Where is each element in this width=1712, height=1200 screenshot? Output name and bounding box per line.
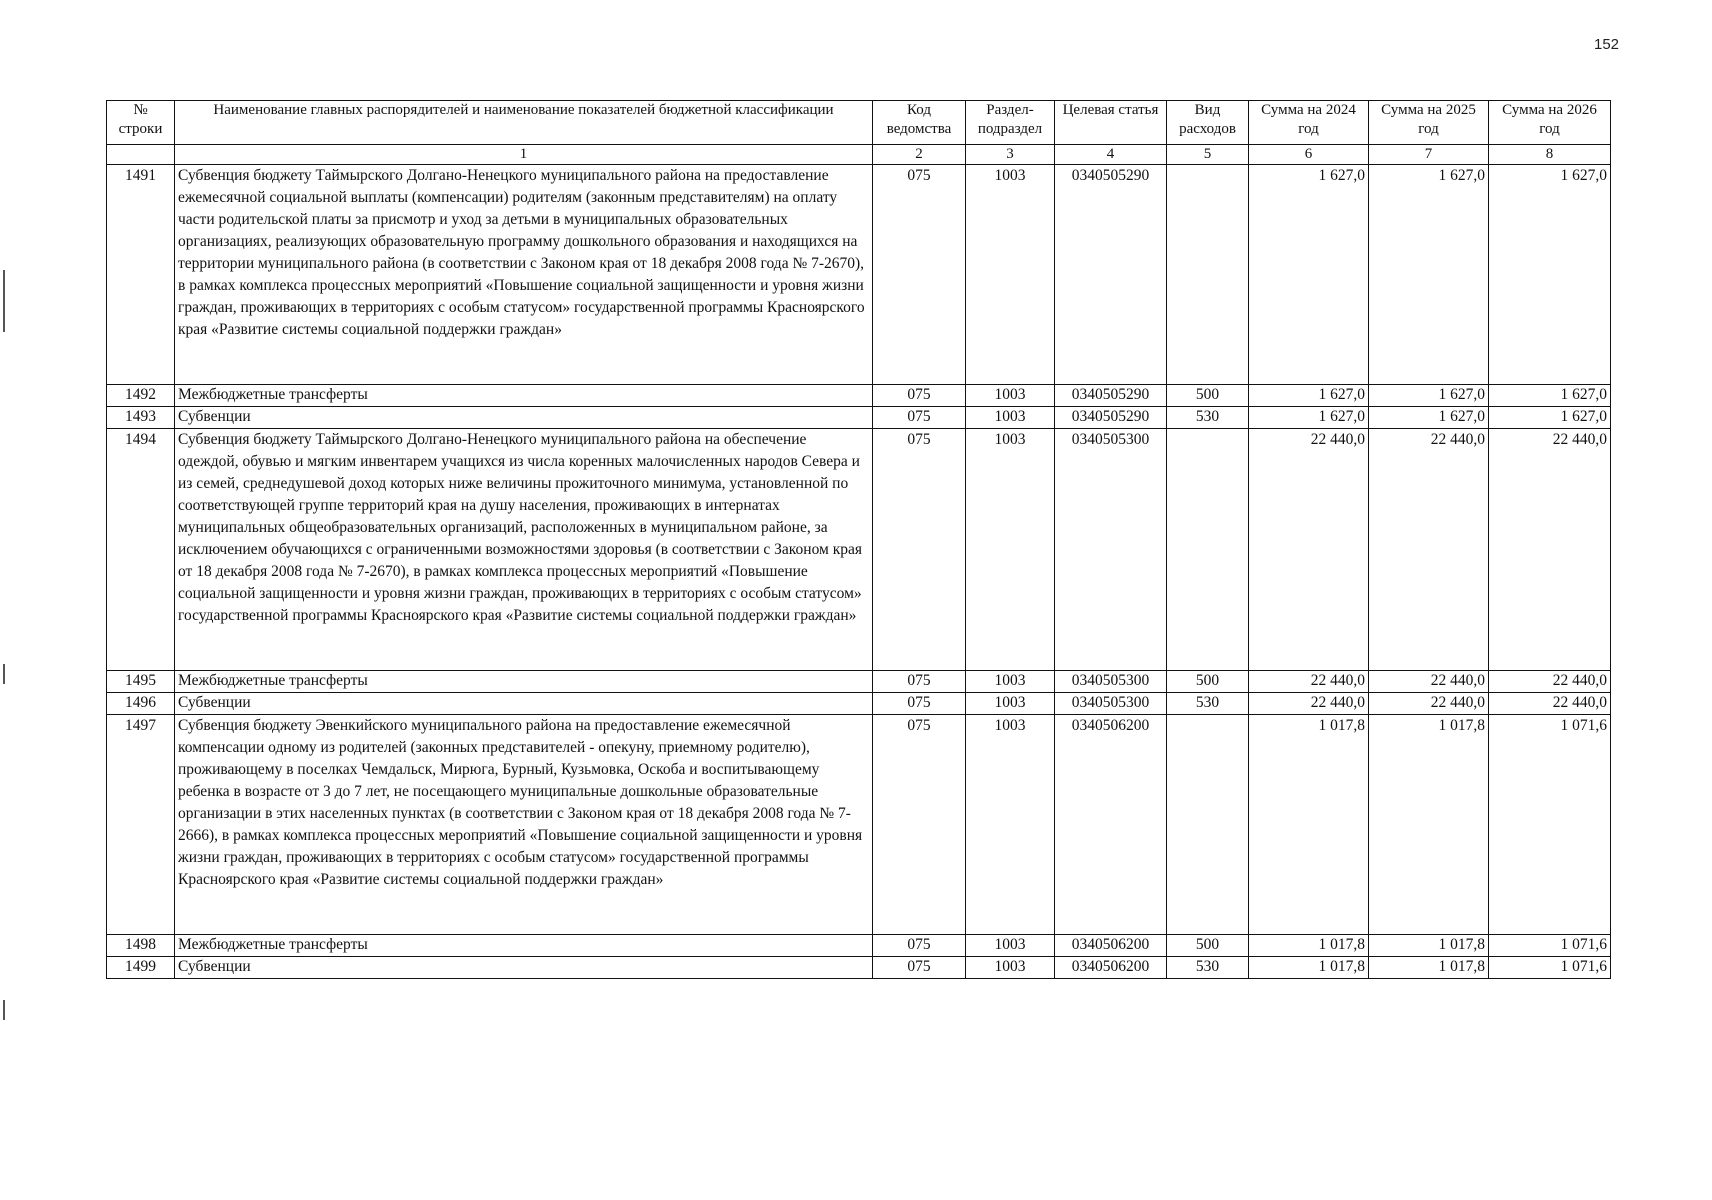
row-section: 1003 (966, 407, 1055, 429)
header-section: Раздел-подраздел (966, 101, 1055, 145)
budget-table (106, 100, 1611, 979)
row-sum-2026: 1 627,0 (1489, 407, 1611, 429)
row-number: 1495 (107, 671, 175, 693)
column-number: 8 (1489, 145, 1611, 165)
row-name: Субвенции (175, 693, 873, 715)
row-dept-code: 075 (873, 407, 966, 429)
row-number: 1499 (107, 957, 175, 979)
table-row (107, 429, 1611, 671)
row-section: 1003 (966, 671, 1055, 693)
row-sum-2024: 1 017,8 (1249, 957, 1369, 979)
table-row (107, 407, 1611, 429)
row-section: 1003 (966, 165, 1055, 385)
row-section: 1003 (966, 715, 1055, 935)
row-sum-2026: 1 627,0 (1489, 385, 1611, 407)
row-dept-code: 075 (873, 957, 966, 979)
column-number: 2 (873, 145, 966, 165)
header-name: Наименование главных распорядителей и наименование показателей бюджетной классификации (175, 101, 873, 145)
header-sum-2025: Сумма на 2025 год (1369, 101, 1489, 145)
row-sum-2025: 1 017,8 (1369, 957, 1489, 979)
column-number: 6 (1249, 145, 1369, 165)
scan-margin-mark (3, 664, 5, 684)
row-number: 1496 (107, 693, 175, 715)
table-row (107, 385, 1611, 407)
row-sum-2025: 1 017,8 (1369, 935, 1489, 957)
header-dept-code: Код ведомства (873, 101, 966, 145)
column-number: 7 (1369, 145, 1489, 165)
table-row (107, 671, 1611, 693)
column-number-row (107, 145, 1611, 165)
row-sum-2025: 22 440,0 (1369, 429, 1489, 671)
column-number: 3 (966, 145, 1055, 165)
row-section: 1003 (966, 957, 1055, 979)
row-expense-type: 530 (1167, 957, 1249, 979)
row-target-article: 0340505290 (1055, 385, 1167, 407)
row-number: 1491 (107, 165, 175, 385)
column-number: 1 (175, 145, 873, 165)
page-number: 152 (1594, 36, 1620, 53)
row-sum-2024: 1 627,0 (1249, 165, 1369, 385)
row-sum-2026: 1 071,6 (1489, 715, 1611, 935)
header-sum-2026: Сумма на 2026 год (1489, 101, 1611, 145)
row-expense-type (1167, 715, 1249, 935)
row-sum-2026: 1 071,6 (1489, 935, 1611, 957)
header-expense-type: Вид расходов (1167, 101, 1249, 145)
row-sum-2024: 1 017,8 (1249, 715, 1369, 935)
row-sum-2025: 1 017,8 (1369, 715, 1489, 935)
row-name: Межбюджетные трансферты (175, 935, 873, 957)
row-dept-code: 075 (873, 165, 966, 385)
header-row-number: № строки (107, 101, 175, 145)
row-dept-code: 075 (873, 935, 966, 957)
row-sum-2026: 22 440,0 (1489, 693, 1611, 715)
row-number: 1494 (107, 429, 175, 671)
row-sum-2026: 22 440,0 (1489, 671, 1611, 693)
table-row (107, 715, 1611, 935)
row-sum-2024: 22 440,0 (1249, 671, 1369, 693)
row-sum-2026: 1 627,0 (1489, 165, 1611, 385)
row-target-article: 0340506200 (1055, 935, 1167, 957)
row-target-article: 0340506200 (1055, 715, 1167, 935)
row-expense-type: 500 (1167, 671, 1249, 693)
row-sum-2025: 22 440,0 (1369, 693, 1489, 715)
row-target-article: 0340505290 (1055, 165, 1167, 385)
row-section: 1003 (966, 429, 1055, 671)
row-target-article: 0340505290 (1055, 407, 1167, 429)
row-sum-2026: 1 071,6 (1489, 957, 1611, 979)
row-expense-type: 500 (1167, 385, 1249, 407)
row-name: Субвенции (175, 957, 873, 979)
row-number: 1498 (107, 935, 175, 957)
row-sum-2026: 22 440,0 (1489, 429, 1611, 671)
column-number (107, 145, 175, 165)
row-number: 1493 (107, 407, 175, 429)
row-sum-2024: 1 627,0 (1249, 385, 1369, 407)
header-sum-2024: Сумма на 2024 год (1249, 101, 1369, 145)
row-target-article: 0340506200 (1055, 957, 1167, 979)
row-dept-code: 075 (873, 671, 966, 693)
column-number: 4 (1055, 145, 1167, 165)
row-number: 1492 (107, 385, 175, 407)
row-target-article: 0340505300 (1055, 671, 1167, 693)
scan-margin-mark (3, 1000, 5, 1020)
row-expense-type: 530 (1167, 693, 1249, 715)
table-row (107, 935, 1611, 957)
row-expense-type (1167, 165, 1249, 385)
row-expense-type: 530 (1167, 407, 1249, 429)
row-sum-2025: 1 627,0 (1369, 407, 1489, 429)
row-dept-code: 075 (873, 693, 966, 715)
row-sum-2024: 1 627,0 (1249, 407, 1369, 429)
table-row (107, 693, 1611, 715)
row-section: 1003 (966, 693, 1055, 715)
row-section: 1003 (966, 935, 1055, 957)
row-sum-2024: 22 440,0 (1249, 429, 1369, 671)
row-name: Субвенция бюджету Таймырского Долгано-Ненецкого муниципального района на обеспечение одеждой, обувью и мягким инвентарем учащихся из числа коренных малочисленных народов Севера и из семей, среднедушевой доход которых ниже величины прожиточного минимума, установленной по соответствующей группе территорий края на душу населения, проживающих в интернатах муниципальных общеобразовательных организаций, расположенных в муниципальном районе, за исключением обучающихся с ограниченными возможностями здоровья (в соответствии с Законом края от 18 декабря 2008 года № 7-2670), в рамках комплекса процессных мероприятий «Повышение социальной защищенности и уровня жизни граждан, проживающих в территориях с особым статусом» государственной программы Красноярского края «Развитие системы социальной поддержки граждан» (175, 429, 873, 671)
column-number: 5 (1167, 145, 1249, 165)
row-target-article: 0340505300 (1055, 429, 1167, 671)
row-expense-type: 500 (1167, 935, 1249, 957)
table-header-row (107, 101, 1611, 145)
row-name: Субвенция бюджету Эвенкийского муниципального района на предоставление ежемесячной компенсации одному из родителей (законных представителей - опекуну, приемному родителю), проживающему в поселках Чемдальск, Мирюга, Бурный, Кузьмовка, Оскоба и воспитывающему ребенка в возрасте от 3 до 7 лет, не посещающего муниципальные дошкольные образовательные организации в этих населенных пунктах (в соответствии с Законом края от 18 декабря 2008 года № 7-2666), в рамках комплекса процессных мероприятий «Повышение социальной защищенности и уровня жизни граждан, проживающих в территориях с особым статусом» государственной программы Красноярского края «Развитие системы социальной поддержки граждан» (175, 715, 873, 935)
row-sum-2024: 22 440,0 (1249, 693, 1369, 715)
table-row (107, 957, 1611, 979)
row-section: 1003 (966, 385, 1055, 407)
row-dept-code: 075 (873, 429, 966, 671)
row-dept-code: 075 (873, 715, 966, 935)
row-name: Межбюджетные трансферты (175, 385, 873, 407)
row-sum-2024: 1 017,8 (1249, 935, 1369, 957)
row-number: 1497 (107, 715, 175, 935)
row-sum-2025: 22 440,0 (1369, 671, 1489, 693)
header-target-article: Целевая статья (1055, 101, 1167, 145)
row-sum-2025: 1 627,0 (1369, 385, 1489, 407)
row-expense-type (1167, 429, 1249, 671)
row-name: Субвенция бюджету Таймырского Долгано-Ненецкого муниципального района на предоставление ежемесячной социальной выплаты (компенсации) родителям (законным представителям) на оплату части родительской платы за присмотр и уход за детьми в муниципальных образовательных организациях, реализующих образовательную программу дошкольного образования и находящихся на территории муниципального района (в соответствии с Законом края от 18 декабря 2008 года № 7-2670), в рамках комплекса процессных мероприятий «Повышение социальной защищенности и уровня жизни граждан, проживающих в территориях с особым статусом» государственной программы Красноярского края «Развитие системы социальной поддержки граждан» (175, 165, 873, 385)
row-dept-code: 075 (873, 385, 966, 407)
scan-margin-mark (3, 270, 5, 332)
row-target-article: 0340505300 (1055, 693, 1167, 715)
table-row (107, 165, 1611, 385)
row-sum-2025: 1 627,0 (1369, 165, 1489, 385)
row-name: Межбюджетные трансферты (175, 671, 873, 693)
row-name: Субвенции (175, 407, 873, 429)
